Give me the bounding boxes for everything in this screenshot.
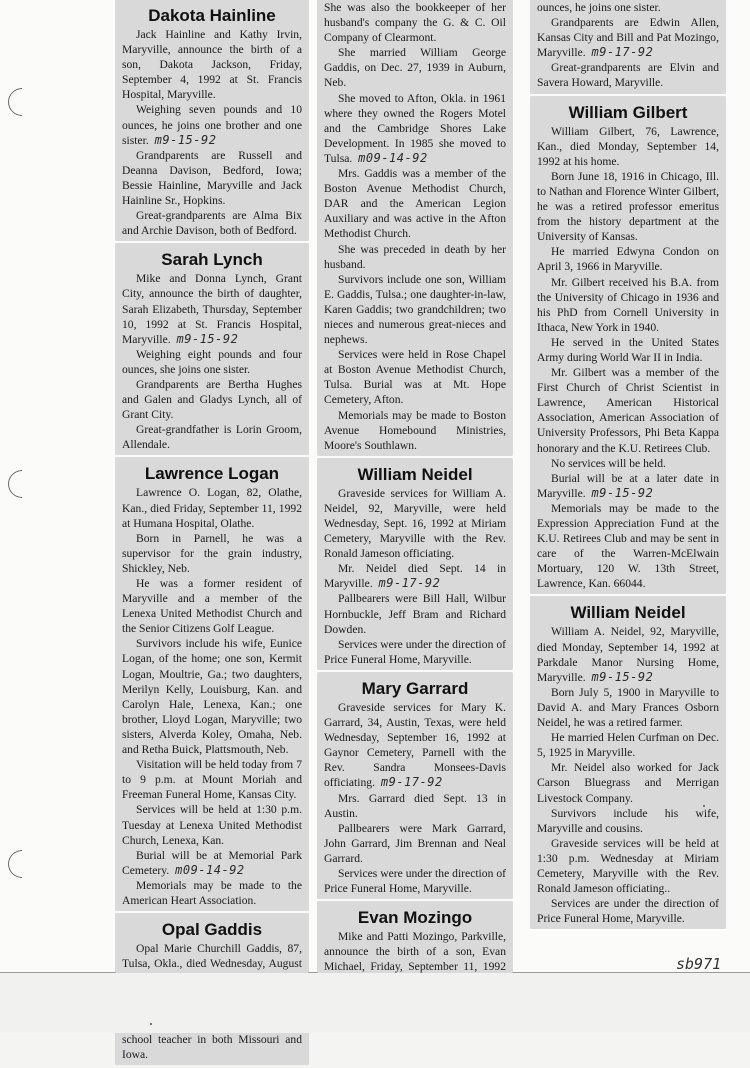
newspaper-clipping bbox=[318, 673, 512, 898]
paragraph-text: Mrs. Gaddis was a member of the Boston Avenue Methodist Church, DAR and the American Legion Auxiliary and was active in the Afton Methodist Church. bbox=[324, 167, 506, 241]
newspaper-clipping bbox=[116, 0, 308, 240]
paragraph-text: Graveside services for Mary K. Garrard, 34, Austin, Texas, were held Wednesday, September 16, 1992 at Gaynor Cemetery, Parnell with the Rev. Sandra Monsees-Davis officiating. bbox=[324, 700, 506, 790]
clipping-headline: William Neidel bbox=[357, 464, 473, 484]
paragraph-text: She was also the bookkeeper of her husband's company the G. & C. Oil Company of Clearmont. bbox=[324, 1, 506, 45]
clipping-paragraph bbox=[122, 208, 302, 238]
clipping-paragraph bbox=[324, 700, 506, 791]
newspaper-clipping bbox=[116, 458, 308, 910]
column-left bbox=[116, 0, 308, 1068]
paragraph-text: Graveside services will be held at 1:30 p.m. Wednesday at Miriam Cemetery, Maryville with the Rev. Ronald Jameson officiating.. bbox=[537, 836, 719, 896]
clipping-paragraph bbox=[537, 471, 719, 501]
newspaper-clipping bbox=[531, 97, 725, 594]
newspaper-clipping bbox=[318, 0, 512, 455]
clipping-paragraph bbox=[324, 791, 506, 821]
clipping-headline: Dakota Hainline bbox=[148, 6, 276, 25]
paragraph-text: Pallbearers were Bill Hall, Wilbur Hornbuckle, Jeff Bram and Richard Dowden. bbox=[324, 592, 506, 636]
paragraph-text: Great-grandparents are Alma Bix and Archie Davison, both of Bedford. bbox=[122, 209, 302, 238]
paragraph-text: Great-grandparents are Elvin and Savera Howard, Maryville. bbox=[537, 61, 719, 90]
paragraph-text: Jack Hainline and Kathy Irvin, Maryville, announce the birth of a son, Dakota Jackson, Friday, September 4, 1992 at St. Francis Hospital, Maryville. bbox=[122, 28, 302, 102]
clipping-paragraph bbox=[122, 347, 302, 377]
paragraph-text: Mike and Patti Mozingo, Parkville, announce the birth of a son, Evan Michael, Friday, September 11, 1992 bbox=[324, 930, 506, 974]
handwritten-date-note: m9-15-92 bbox=[591, 669, 654, 684]
clipping-paragraph bbox=[324, 45, 506, 90]
paragraph-text: Visitation will be held today from 7 to 9 p.m. at Mount Moriah and Freeman Funeral Home, Kansas City. bbox=[122, 758, 302, 802]
handwritten-date-note: m9-15-92 bbox=[154, 132, 217, 147]
clipping-paragraph bbox=[324, 408, 506, 453]
clipping-headline: Opal Gaddis bbox=[161, 920, 263, 940]
clipping-paragraph bbox=[537, 730, 719, 760]
paragraph-text: Weighing eight pounds and four ounces, she joins one sister. bbox=[122, 347, 302, 376]
paragraph-text: Grandparents are Russell and Deanna Davison, Bedford, Iowa; Bessie Hainline, Maryville and Jack Hainline Sr., Hopkins. bbox=[122, 148, 302, 208]
paragraph-text: Born July 5, 1900 in Maryville to David A. and Mary Frances Osborn Neidel, he was a retired farmer. bbox=[537, 685, 719, 730]
clipping-paragraph bbox=[324, 272, 506, 347]
paragraph-text: Born in Parnell, he was a supervisor for the grain industry, Shickley, Neb. bbox=[122, 531, 302, 575]
paragraph-text: Weighing seven pounds and 10 ounces, he joins one brother and one sister. bbox=[122, 103, 302, 147]
clipping-headline: William Gilbert bbox=[568, 102, 688, 122]
paragraph-text: Services were under the direction of Price Funeral Home, Maryville. bbox=[324, 866, 506, 896]
paragraph-text: school teacher in both Missouri and Iowa. bbox=[122, 1032, 302, 1061]
clipping-paragraph bbox=[537, 456, 719, 471]
paragraph-text: He served in the United States Army during World War II in India. bbox=[537, 335, 719, 364]
clipping-paragraph bbox=[122, 576, 302, 636]
paragraph-text: Burial will be at Memorial Park Cemetery. bbox=[122, 848, 302, 877]
clipping-paragraph bbox=[537, 836, 719, 896]
clipping-headline: Lawrence Logan bbox=[144, 464, 280, 484]
newspaper-clipping bbox=[531, 597, 725, 928]
paragraph-text: Mr. Neidel died Sept. 14 in Maryville. bbox=[324, 562, 506, 591]
clipping-paragraph bbox=[122, 102, 302, 147]
paragraph-text: Memorials may be made to Boston Avenue Homebound Ministries, Moore's Southlawn. bbox=[324, 408, 506, 452]
paragraph-text: Memorials may be made to the Expression Appreciation Fund at the K.U. Retirees Club and may be sent in care of the Warren-McElwain Mortuary, 120 W. 13th Street, Lawrence, Kan. 66044. bbox=[537, 501, 719, 591]
newspaper-clipping bbox=[116, 244, 308, 454]
handwritten-date-note: m9-15-92 bbox=[591, 485, 654, 500]
speck bbox=[703, 805, 705, 807]
paragraph-text: Services will be held at 1:30 p.m. Tuesday at Lenexa United Methodist Church, Lenexa, Kan. bbox=[122, 803, 302, 847]
clipping-paragraph bbox=[537, 624, 719, 684]
binder-hole bbox=[2, 82, 42, 122]
paragraph-text: Mr. Gilbert was a member of the First Church of Christ Scientist in Lawrence, American Historical Association, American Association of University Professors, Phi Beta Kappa honorary and the K.U. Retirees Club. bbox=[537, 366, 719, 455]
paragraph-text: Burial will be at a later date in Maryville. bbox=[537, 471, 719, 500]
clipping-paragraph bbox=[324, 0, 506, 45]
paragraph-text: No services will be held. bbox=[551, 456, 666, 470]
paragraph-text: She was preceded in death by her husband. bbox=[324, 242, 506, 271]
clipping-paragraph bbox=[324, 591, 506, 636]
clipping-paragraph bbox=[324, 166, 506, 241]
newspaper-clipping bbox=[318, 459, 512, 669]
handwritten-date-note: m9-15-92 bbox=[176, 331, 239, 346]
paragraph-text: Mike and Donna Lynch, Grant City, announce the birth of daughter, Sarah Elizabeth, Thursday, September 10, 1992 at St. Francis Hospital, Maryville. bbox=[122, 272, 302, 346]
clipping-paragraph bbox=[122, 848, 302, 878]
binder-hole bbox=[2, 464, 42, 504]
clipping-headline: Evan Mozingo bbox=[357, 908, 473, 928]
paragraph-text: Graveside services for William A. Neidel, 92, Maryville, were held Wednesday, Sept. 16, 1992 at Miriam Cemetery, Maryville with the Rev. Ronald Jameson officiating. bbox=[324, 486, 506, 561]
clipping-paragraph bbox=[122, 148, 302, 208]
paragraph-text: William Gilbert, 76, Lawrence, Kan., died Monday, September 14, 1992 at his home. bbox=[537, 124, 719, 168]
clipping-paragraph bbox=[122, 422, 302, 452]
clipping-paragraph bbox=[537, 896, 719, 926]
speck bbox=[150, 1023, 152, 1025]
clipping-paragraph bbox=[537, 0, 719, 15]
paragraph-text: She married William George Gaddis, on Dec. 27, 1939 in Auburn, Neb. bbox=[324, 46, 506, 90]
clipping-paragraph bbox=[537, 760, 719, 805]
column-right bbox=[531, 0, 725, 932]
column-middle bbox=[318, 0, 512, 1011]
newspaper-clipping bbox=[531, 0, 725, 93]
clipping-paragraph bbox=[324, 561, 506, 591]
clipping-paragraph bbox=[537, 169, 719, 244]
clipping-paragraph bbox=[122, 271, 302, 346]
clipping-headline: William Neidel bbox=[570, 603, 686, 623]
handwritten-date-note: m9-17-92 bbox=[380, 775, 443, 790]
clipping-paragraph bbox=[537, 501, 719, 592]
clipping-paragraph bbox=[122, 27, 302, 102]
clipping-paragraph bbox=[122, 636, 302, 757]
paragraph-text: He married Edwyna Condon on April 3, 1966 in Maryville. bbox=[537, 245, 719, 274]
paragraph-text: Grandparents are Edwin Allen, Kansas City and Bill and Pat Mozingo, Maryville. bbox=[537, 16, 719, 60]
handwritten-date-note: m09-14-92 bbox=[175, 862, 245, 877]
paragraph-text: Lawrence O. Logan, 82, Olathe, Kan., died Friday, September 11, 1992 at Humana Hospital, Olathe. bbox=[122, 486, 302, 530]
paragraph-text: William A. Neidel, 92, Maryville, died Monday, September 14, 1992 at Parkdale Manor Nursing Home, Maryville. bbox=[537, 625, 719, 684]
clipping-paragraph bbox=[122, 878, 302, 908]
paragraph-text: Services were under the direction of Price Funeral Home, Maryville. bbox=[324, 637, 506, 666]
paragraph-text: He was a former resident of Maryville and a member of the Lenexa United Methodist Church and the Senior Citizens Golf League. bbox=[122, 577, 302, 636]
clipping-paragraph bbox=[537, 806, 719, 836]
paragraph-text: Pallbearers were Mark Garrard, John Garrard, Jim Brennan and Neal Garrard. bbox=[324, 821, 506, 865]
paragraph-text: Survivors include his wife, Eunice Logan, of the home; one son, Kermit Logan, Moultrie, Ga.; two daughters, Merilyn Kelly, Louisburg, Kan. and Carolyn Hale, Lenexa, Kan.; one brother, Lloyd Logan, Maryville; two sisters, Alverda Koley, Omaha, Neb. and Retha Buick, Plattsmouth, Neb. bbox=[122, 637, 302, 757]
clipping-paragraph bbox=[122, 531, 302, 576]
binder-hole bbox=[2, 844, 42, 884]
clipping-paragraph bbox=[537, 15, 719, 60]
paragraph-text: Mr. Gilbert received his B.A. from the University of Chicago in 1936 and his PhD from Cornell University in Ithaca, New York in 1940. bbox=[537, 275, 719, 334]
clipping-paragraph bbox=[537, 244, 719, 274]
clipping-paragraph bbox=[537, 685, 719, 730]
clipping-paragraph bbox=[324, 821, 506, 866]
page-stamp: sb971 bbox=[676, 955, 722, 973]
clipping-paragraph bbox=[537, 275, 719, 335]
paragraph-text: Mr. Neidel also worked for Jack Carson Bluegrass and Merrigan Livestock Company. bbox=[537, 761, 719, 805]
clipping-paragraph bbox=[122, 485, 302, 530]
clipping-paragraph bbox=[324, 486, 506, 561]
paragraph-text: Survivors include one son, William E. Gaddis, Tulsa.; one daughter-in-law, Karen Gaddis; two grandchildren; two nieces and numerous great-nieces and nephews. bbox=[324, 272, 506, 347]
clipping-paragraph bbox=[537, 60, 719, 90]
paragraph-text: She moved to Afton, Okla. in 1961 where they owned the Rogers Motel and the Cambridge Shores Lake Development. In 1985 she moved to Tulsa. bbox=[324, 91, 506, 165]
paragraph-text: Services are under the direction of Price Funeral Home, Maryville. bbox=[537, 897, 719, 926]
handwritten-date-note: m9-17-92 bbox=[591, 45, 654, 60]
paragraph-text: Mrs. Garrard died Sept. 13 in Austin. bbox=[324, 791, 506, 820]
clipping-paragraph bbox=[122, 757, 302, 802]
clipping-paragraph bbox=[537, 124, 719, 169]
paragraph-text: Memorials may be made to the American Heart Association. bbox=[122, 878, 302, 907]
handwritten-date-note: m9-17-92 bbox=[378, 576, 441, 591]
paragraph-text: ounces, he joins one sister. bbox=[537, 1, 661, 14]
clipping-headline: Mary Garrard bbox=[361, 678, 469, 698]
clipping-paragraph bbox=[324, 242, 506, 272]
paragraph-text: Services were held in Rose Chapel at Boston Avenue Methodist Church, Tulsa. Burial was at Mt. Hope Cemetery, Afton. bbox=[324, 348, 506, 407]
clipping-paragraph bbox=[537, 335, 719, 365]
paragraph-text: Opal Marie Churchill Gaddis, 87, Tulsa, Okla., died Wednesday, August bbox=[122, 942, 302, 971]
paragraph-text: He married Helen Curfman on Dec. 5, 1925 in Maryville. bbox=[537, 731, 719, 760]
handwritten-date-note: m09-14-92 bbox=[358, 150, 428, 165]
clipping-paragraph bbox=[537, 365, 719, 456]
paragraph-text: Grandparents are Bertha Hughes and Galen and Gladys Lynch, all of Grant City. bbox=[122, 377, 302, 422]
paragraph-text: Born June 18, 1916 in Chicago, Ill. to Nathan and Florence Winter Gilbert, he was a retired professor emeritus from the history department at the University of Kansas. bbox=[537, 169, 719, 244]
paragraph-text: Survivors include his wife, Maryville and cousins. bbox=[537, 806, 719, 835]
clipping-headline: Sarah Lynch bbox=[161, 250, 263, 270]
clipping-paragraph bbox=[122, 802, 302, 847]
clipping-paragraph bbox=[324, 637, 506, 667]
scan-background bbox=[0, 973, 750, 1033]
clipping-paragraph bbox=[324, 866, 506, 896]
clipping-paragraph bbox=[122, 377, 302, 422]
clipping-paragraph bbox=[324, 347, 506, 407]
paragraph-text: Great-grandfather is Lorin Groom, Allendale. bbox=[122, 423, 302, 452]
clipping-paragraph bbox=[324, 91, 506, 166]
